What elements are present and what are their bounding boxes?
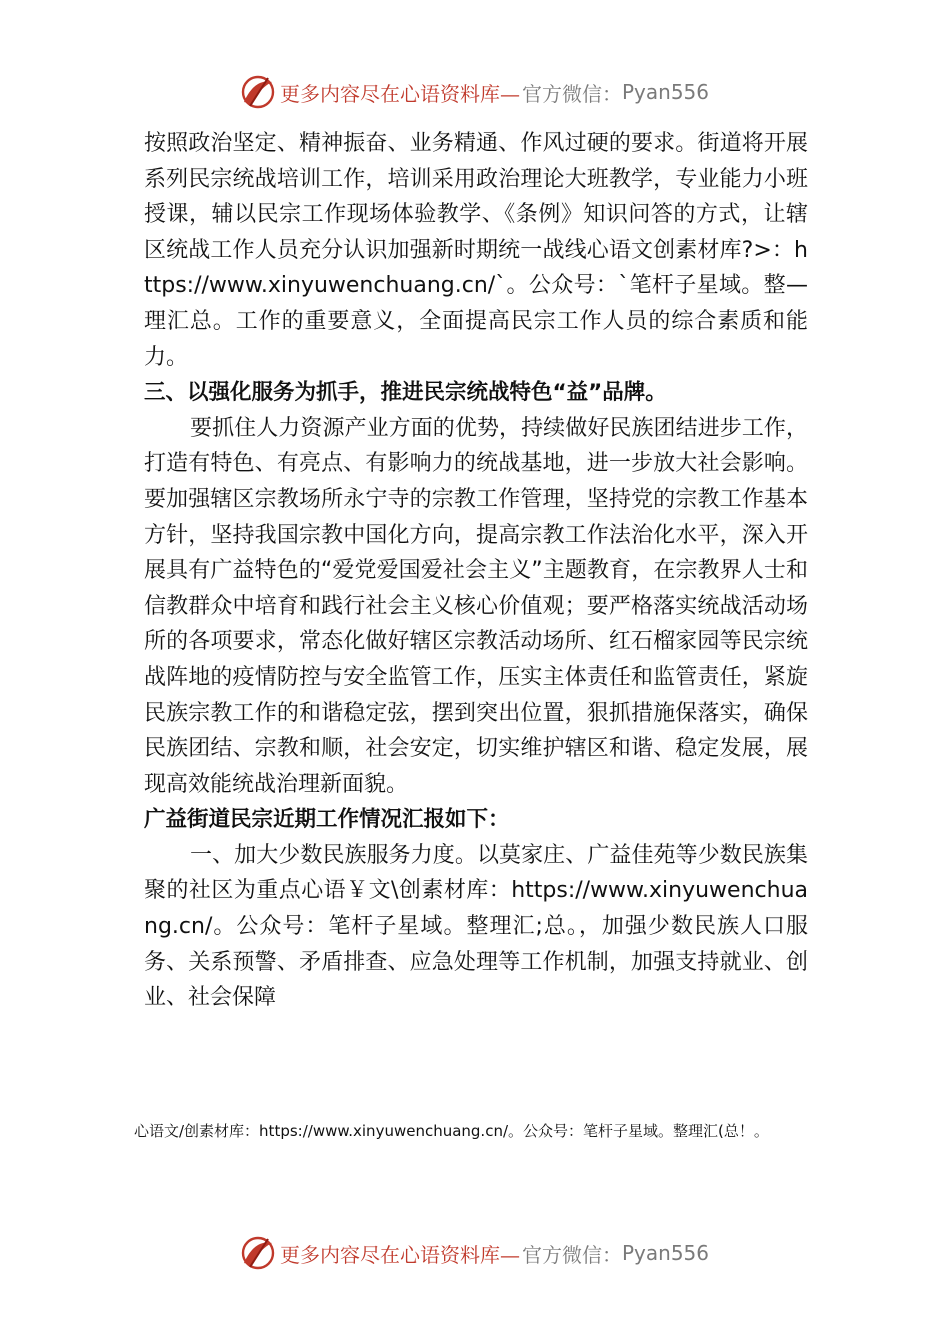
banner-wechat-label: 官方微信：: [522, 1242, 622, 1267]
banner-main-text: 更多内容尽在心语资料库—: [280, 1242, 520, 1267]
paragraph-3: 一、加大少数民族服务力度。以莫家庄、广益佳苑等少数民族集聚的社区为重点心语￥文\创素材库：https://www.xinyuwenchuang.cn/。公众号：笔杆子星域。整理汇;总。，加强少数民族人口服务、关系预警、矛盾排查、应急处理等工作机制，加强支持就业、创业、社会保障: [144, 842, 808, 1011]
paragraph-1: 按照政治坚定、精神振奋、业务精通、作风过硬的要求。街道将开展系列民宗统战培训工作，培训采用政治理论大班教学，专业能力小班授课，辅以民宗工作现场体验教学、《条例》知识问答的方式，让辖区统战工作人员充分认识加强新时期统一战线心语文创素材库?>：https://www.xinyuwenchuang.cn/`。公众号：`笔杆子星域。整—理汇总。工作的重要意义，全面提高民宗工作人员的综合素质和能力。: [144, 131, 808, 370]
document-body: [144, 126, 808, 1016]
brand-logo-icon: [238, 72, 278, 112]
paragraph-2: 要抓住人力资源产业方面的优势，持续做好民族团结进步工作，打造有特色、有亮点、有影响力的统战基地，进一步放大社会影响。要加强辖区宗教场所永宁寺的宗教工作管理，坚持党的宗教工作基本方针，坚持我国宗教中国化方向，提高宗教工作法治化水平，深入开展具有广益特色的“爱党爱国爱社会主义”主题教育，在宗教界人士和信教群众中培育和践行社会主义核心价值观；要严格落实统战活动场所的各项要求，常态化做好辖区宗教活动场所、红石榴家园等民宗统战阵地的疫情防控与安全监管工作，压实主体责任和监管责任，紧旋民族宗教工作的和谐稳定弦，摆到突出位置，狠抓措施保落实，确保民族团结、宗教和顺，社会安定，切实维护辖区和谐、稳定发展，展现高效能统战治理新面貌。: [144, 415, 808, 797]
footer-banner: [238, 1233, 709, 1273]
header-banner: [238, 72, 709, 112]
banner-wechat-id: Pyan556: [622, 80, 710, 104]
footnote: 心语文/创素材库：https://www.xinyuwenchuang.cn/。公众号：笔杆子星域。整理汇(总！。: [134, 1122, 769, 1140]
report-heading: 广益街道民宗近期工作情况汇报如下：: [144, 807, 510, 833]
brand-logo-icon: [238, 1233, 278, 1273]
banner-main-text: 更多内容尽在心语资料库—: [280, 81, 520, 106]
banner-wechat-id: Pyan556: [622, 1241, 710, 1265]
banner-wechat-label: 官方微信：: [522, 81, 622, 106]
section-heading-3: 三、以强化服务为抓手，推进民宗统战特色“益”品牌。: [144, 380, 667, 406]
